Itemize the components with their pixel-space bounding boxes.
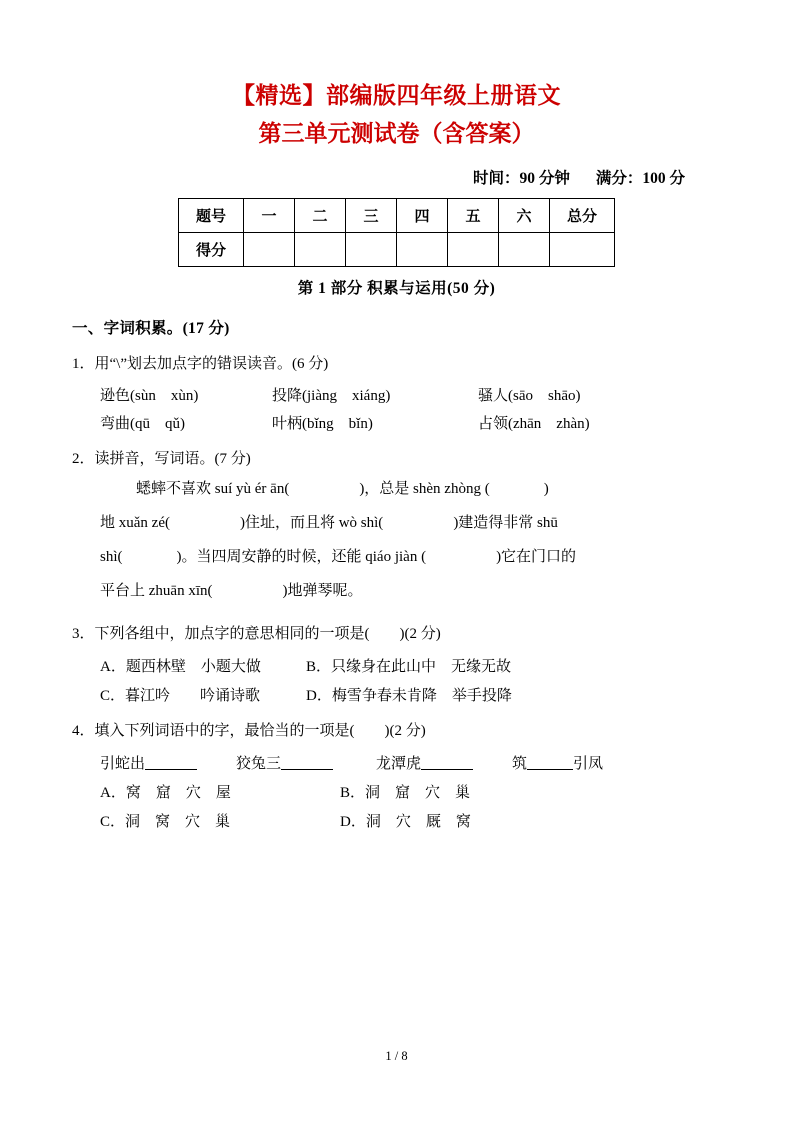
q1-item: 骚人(sāo shāo) [478,388,581,404]
part-title: 第 1 部分 积累与运用(50 分) [297,280,496,297]
q4-fill-blank[interactable] [281,754,333,770]
q4-fill-item [376,752,512,773]
score-table-cell: 五 [448,199,499,233]
q2-frag: )住址，而且将 wò shì( [239,515,384,531]
page-footer: 1 / 8 [385,1049,408,1063]
question-4-text: 4．填入下列词语中的字，最恰当的一项是( )(2 分) [72,723,426,739]
q4-option-b[interactable]: B．洞 窟 穴 巢 [340,785,471,801]
question-4-fill-row [100,752,721,773]
score-table [178,198,615,267]
q2-frag: 平台上 zhuān xīn( [100,583,213,599]
question-3-options-row-2 [100,684,721,705]
score-table-cell: 六 [499,199,550,233]
q2-frag: )。当四周安静的时候，还能 qiáo jiàn ( [176,549,427,565]
q4-fill-label: 引蛇出 [100,756,146,772]
question-3-text: 3．下列各组中，加点字的意思相同的一项是( )(2 分) [72,626,441,642]
q1-item: 叶柄(bǐng bǐn) [272,416,373,432]
score-table-cell: 得分 [179,233,244,267]
table-row [179,233,615,267]
table-row [179,199,615,233]
q2-frag: 蟋蟀不喜欢 suí yù ér ān( [136,481,290,497]
q4-fill-blank[interactable] [421,754,473,770]
q4-fill-blank[interactable] [145,754,197,770]
q4-option-d[interactable]: D．洞 穴 厩 窝 [340,814,471,830]
q3-option-d[interactable]: D．梅雪争春未肯降 举手投降 [306,688,512,704]
exam-full-score: 满分：100 分 [595,170,685,187]
q1-item: 逊色(sùn xùn) [100,388,199,404]
q2-frag: )它在门口的 [496,549,577,565]
exam-time: 时间：90 分钟 [472,170,570,187]
score-table-cell: 四 [397,199,448,233]
q4-fill-label: 引凤 [573,756,604,772]
q2-frag: )地弹琴呢。 [282,583,363,599]
question-1-line-1 [100,384,721,405]
q3-option-a[interactable]: A．题西林壁 小题大做 [100,659,261,675]
question-4-options-row-2 [100,810,721,831]
q2-frag: 地 xuǎn zé( [100,515,170,531]
score-table-cell: 题号 [179,199,244,233]
q4-fill-item [236,752,376,773]
question-1-text: 1．用“\”划去加点字的错误读音。(6 分) [72,356,329,372]
question-2-text: 2．读拼音，写词语。(7 分) [72,451,251,467]
q4-option-a[interactable]: A．窝 窟 穴 屋 [100,785,231,801]
page-title-line2: 第三单元测试卷（含答案） [258,121,535,146]
q4-fill-item [512,752,603,773]
exam-meta [72,166,721,188]
q1-item: 弯曲(qū qǔ) [100,416,185,432]
question-4-options-row-1 [100,781,721,802]
q1-item: 占领(zhān zhàn) [478,416,590,432]
score-table-cell: 一 [244,199,295,233]
q4-fill-label: 龙潭虎 [376,756,422,772]
score-table-cell[interactable] [550,233,615,267]
score-table-cell: 总分 [550,199,615,233]
question-2-body [100,472,721,608]
q3-option-b[interactable]: B．只缘身在此山中 无缘无故 [306,659,512,675]
q4-fill-label: 筑 [512,756,528,772]
q4-fill-label: 狡兔三 [236,756,282,772]
section-heading-1: 一、字词积累。(17 分) [72,320,230,337]
q4-fill-blank[interactable] [527,754,573,770]
q4-option-c[interactable]: C．洞 窝 穴 巢 [100,814,231,830]
score-table-wrap [72,198,721,267]
score-table-cell: 三 [346,199,397,233]
question-1-line-2 [100,412,721,433]
score-table-cell[interactable] [499,233,550,267]
q2-frag: shì( [100,549,123,565]
q3-option-c[interactable]: C．暮江吟 吟诵诗歌 [100,688,261,704]
score-table-cell[interactable] [397,233,448,267]
score-table-cell[interactable] [448,233,499,267]
q1-item: 投降(jiàng xiáng) [272,388,391,404]
score-table-cell[interactable] [244,233,295,267]
q2-frag: )，总是 shèn zhòng ( [359,481,490,497]
q2-frag: ) [543,481,549,497]
score-table-cell[interactable] [295,233,346,267]
q4-fill-item [100,752,236,773]
question-3-options-row-1 [100,655,721,676]
q2-frag: )建造得非常 shū [453,515,558,531]
score-table-cell[interactable] [346,233,397,267]
page-title-line1: 【精选】部编版四年级上册语文 [232,83,561,108]
score-table-cell: 二 [295,199,346,233]
